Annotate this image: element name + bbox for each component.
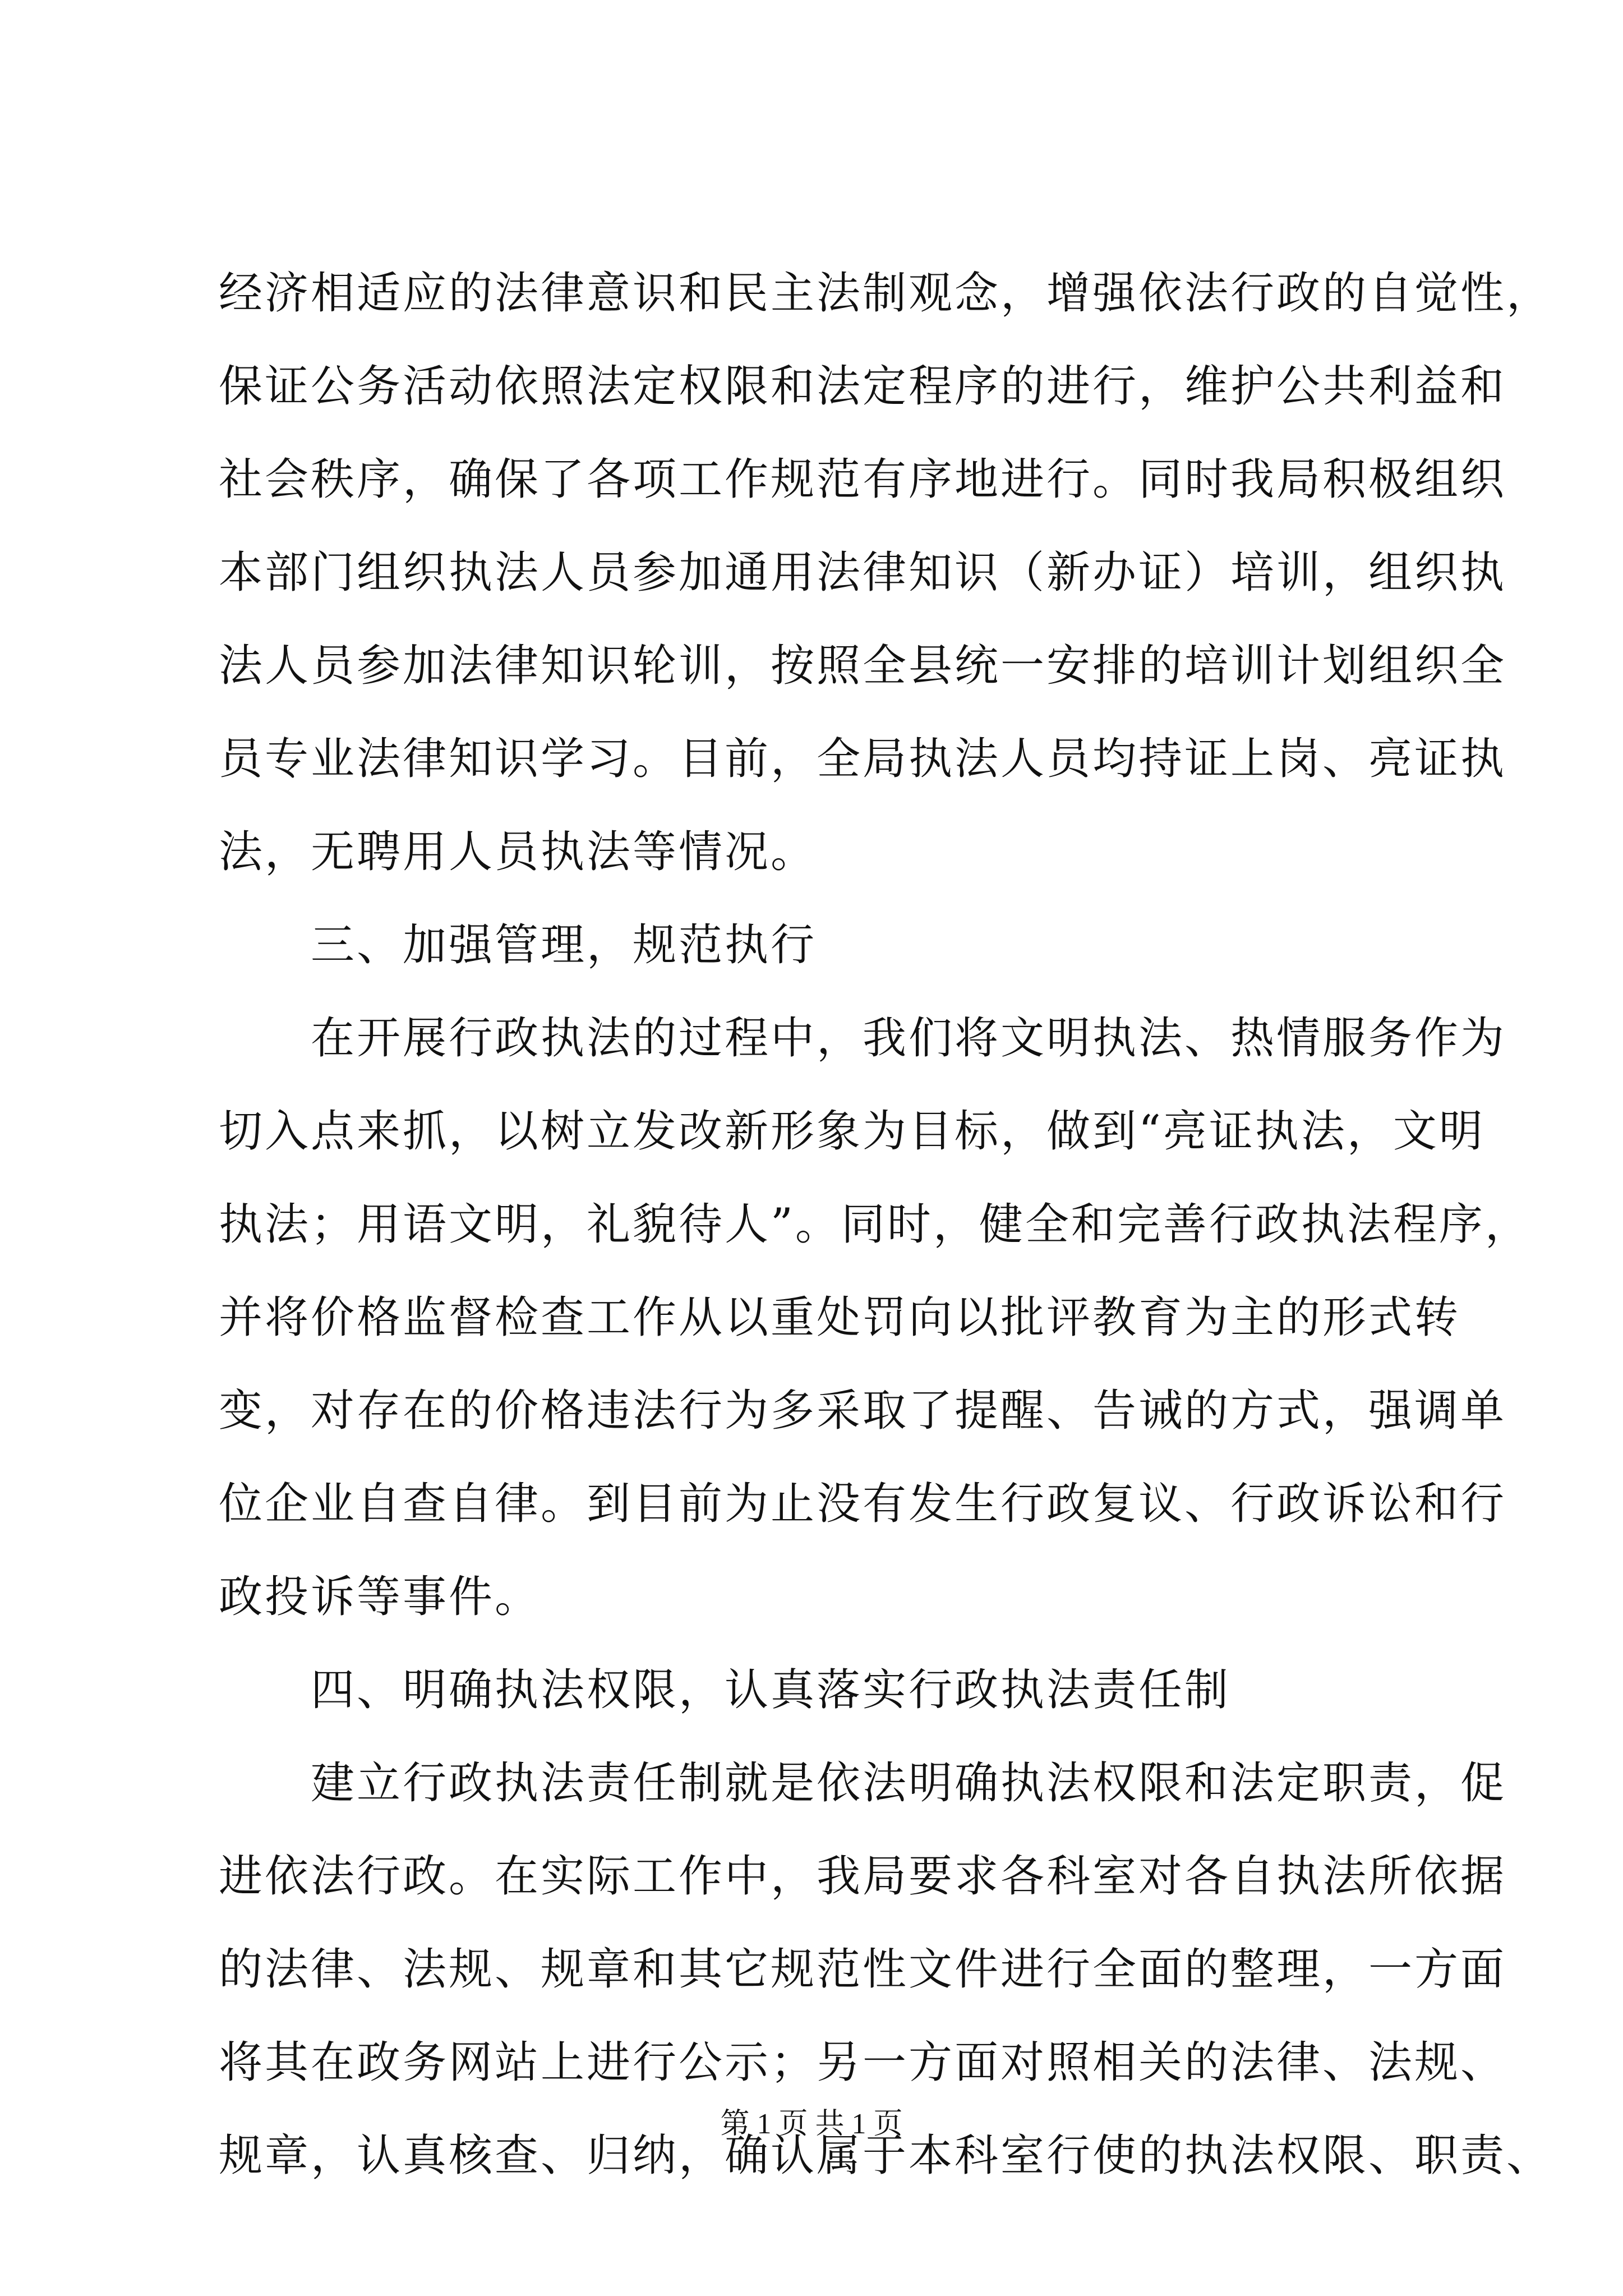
text-line: 变，对存在的价格违法行为多采取了提醒、告诫的方式，强调单 — [219, 1386, 1507, 1436]
text-line: 社会秩序，确保了各项工作规范有序地进行。同时我局积极组织 — [219, 454, 1507, 505]
document-body — [219, 247, 1553, 2202]
text-line: 将其在政务网站上进行公示；另一方面对照相关的法律、法规、 — [219, 2037, 1507, 2088]
text-line: 切入点来抓，以树立发改新形象为目标，做到“亮证执法，文明 — [219, 1106, 1485, 1157]
text-line: 并将价格监督检查工作从以重处罚向以批评教育为主的形式转 — [219, 1292, 1461, 1343]
text-line: 员专业法律知识学习。目前，全局执法人员均持证上岗、亮证执 — [219, 734, 1507, 784]
paragraph-first-line: 在开展行政执法的过程中，我们将文明执法、热情服务作为 — [311, 1013, 1507, 1064]
text-line: 规章，认真核查、归纳，确认属于本科室行使的执法权限、职责、 — [219, 2131, 1553, 2181]
text-line: 保证公务活动依照法定权限和法定程序的进行，维护公共利益和 — [219, 361, 1507, 412]
text-line: 法，无聘用人员执法等情况。 — [219, 827, 817, 877]
section-heading: 三、加强管理，规范执行 — [311, 920, 817, 970]
section-heading: 四、明确执法权限，认真落实行政执法责任制 — [311, 1665, 1231, 1715]
text-line: 执法；用语文明，礼貌待人”。同时，健全和完善行政执法程序， — [219, 1199, 1531, 1250]
text-line: 法人员参加法律知识轮训，按照全县统一安排的培训计划组织全 — [219, 641, 1507, 691]
text-line: 政投诉等事件。 — [219, 1572, 541, 1622]
text-line: 经济相适应的法律意识和民主法制观念，增强依法行政的自觉性， — [219, 268, 1553, 319]
text-line: 的法律、法规、规章和其它规范性文件进行全面的整理，一方面 — [219, 1944, 1507, 1995]
text-line: 位企业自查自律。到目前为止没有发生行政复议、行政诉讼和行 — [219, 1479, 1507, 1529]
page-number-footer: 第 1 页 共 1 页 — [720, 2108, 903, 2140]
paragraph-first-line: 建立行政执法责任制就是依法明确执法权限和法定职责，促 — [311, 1758, 1507, 1809]
text-line: 本部门组织执法人员参加通用法律知识（新办证）培训，组织执 — [219, 547, 1507, 598]
text-line: 进依法行政。在实际工作中，我局要求各科室对各自执法所依据 — [219, 1851, 1507, 1902]
